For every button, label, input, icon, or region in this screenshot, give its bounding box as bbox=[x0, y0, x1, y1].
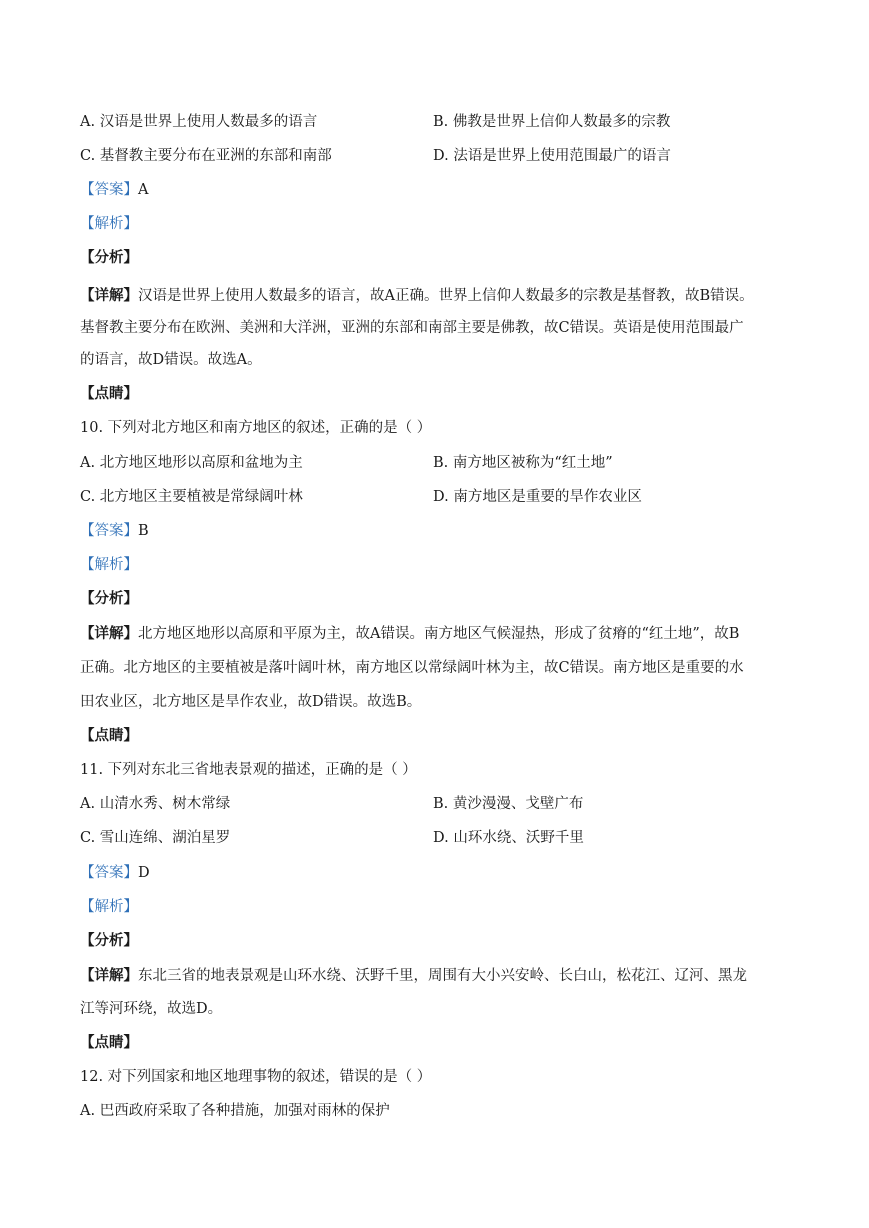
detail-tag: 【详解】 bbox=[80, 967, 138, 984]
q10-option-b: B. 南方地区被称为“红土地” bbox=[433, 455, 613, 471]
answer-value: A bbox=[138, 182, 149, 198]
q9-detail-line-3: 的语言，故D错误。故选A。 bbox=[80, 352, 262, 368]
q11-fenxi: 【分析】 bbox=[80, 932, 138, 949]
q11-dianjing: 【点睛】 bbox=[80, 1034, 138, 1051]
q10-detail-line-3: 田农业区，北方地区是旱作农业，故D错误。故选B。 bbox=[80, 694, 422, 710]
q11-stem: 11. 下列对东北三省地表景观的描述，正确的是（ ） bbox=[80, 762, 417, 778]
answer-value: D bbox=[138, 865, 150, 881]
q11-option-c: C. 雪山连绵、湖泊星罗 bbox=[80, 830, 231, 846]
q11-option-b: B. 黄沙漫漫、戈壁广布 bbox=[433, 796, 584, 812]
q11-detail-line-1 bbox=[80, 966, 790, 986]
q9-option-c: C. 基督教主要分布在亚洲的东部和南部 bbox=[80, 148, 332, 164]
q10-stem: 10. 下列对北方地区和南方地区的叙述，正确的是（ ） bbox=[80, 420, 432, 436]
detail-text: 汉语是世界上使用人数最多的语言，故A正确。世界上信仰人数最多的宗教是基督教，故B错误。 bbox=[138, 288, 754, 304]
q10-answer bbox=[80, 521, 149, 541]
q9-option-a: A. 汉语是世界上使用人数最多的语言 bbox=[80, 114, 318, 130]
q11-answer bbox=[80, 863, 150, 883]
q9-analysis-tag: 【解析】 bbox=[80, 216, 138, 232]
q9-option-d: D. 法语是世界上使用范围最广的语言 bbox=[433, 148, 671, 164]
q10-analysis-tag: 【解析】 bbox=[80, 557, 138, 573]
q11-analysis-tag: 【解析】 bbox=[80, 899, 138, 915]
q10-option-a: A. 北方地区地形以高原和盆地为主 bbox=[80, 455, 303, 471]
q10-fenxi: 【分析】 bbox=[80, 590, 138, 607]
q12-option-a: A. 巴西政府采取了各种措施，加强对雨林的保护 bbox=[80, 1103, 390, 1119]
q12-stem: 12. 对下列国家和地区地理事物的叙述，错误的是（ ） bbox=[80, 1069, 432, 1085]
q11-option-a: A. 山清水秀、树木常绿 bbox=[80, 796, 231, 812]
q9-detail-line-2: 基督教主要分布在欧洲、美洲和大洋洲，亚洲的东部和南部主要是佛教，故C错误。英语是使用范围最广 bbox=[80, 320, 744, 336]
q9-answer bbox=[80, 180, 148, 200]
answer-tag: 【答案】 bbox=[80, 182, 138, 198]
q9-detail-line-1 bbox=[80, 286, 790, 306]
answer-value: B bbox=[138, 523, 149, 539]
answer-tag: 【答案】 bbox=[80, 865, 138, 881]
detail-tag: 【详解】 bbox=[80, 287, 138, 304]
answer-tag: 【答案】 bbox=[80, 523, 138, 539]
q11-option-d: D. 山环水绕、沃野千里 bbox=[433, 830, 584, 846]
q9-fenxi: 【分析】 bbox=[80, 249, 138, 266]
q10-option-d: D. 南方地区是重要的旱作农业区 bbox=[433, 489, 642, 505]
q9-option-b: B. 佛教是世界上信仰人数最多的宗教 bbox=[433, 114, 671, 130]
q10-dianjing: 【点睛】 bbox=[80, 727, 138, 744]
q10-detail-line-1 bbox=[80, 624, 790, 644]
detail-text: 东北三省的地表景观是山环水绕、沃野千里，周围有大小兴安岭、长白山，松花江、辽河、黑龙 bbox=[138, 968, 747, 984]
q9-dianjing: 【点睛】 bbox=[80, 385, 138, 402]
q10-detail-line-2: 正确。北方地区的主要植被是落叶阔叶林，南方地区以常绿阔叶林为主，故C错误。南方地区是重要的水 bbox=[80, 660, 744, 676]
detail-tag: 【详解】 bbox=[80, 625, 138, 642]
q11-detail-line-2: 江等河环绕，故选D。 bbox=[80, 1001, 223, 1017]
detail-text: 北方地区地形以高原和平原为主，故A错误。南方地区气候湿热，形成了贫瘠的“红土地”，故B bbox=[138, 626, 740, 642]
q10-option-c: C. 北方地区主要植被是常绿阔叶林 bbox=[80, 489, 303, 505]
